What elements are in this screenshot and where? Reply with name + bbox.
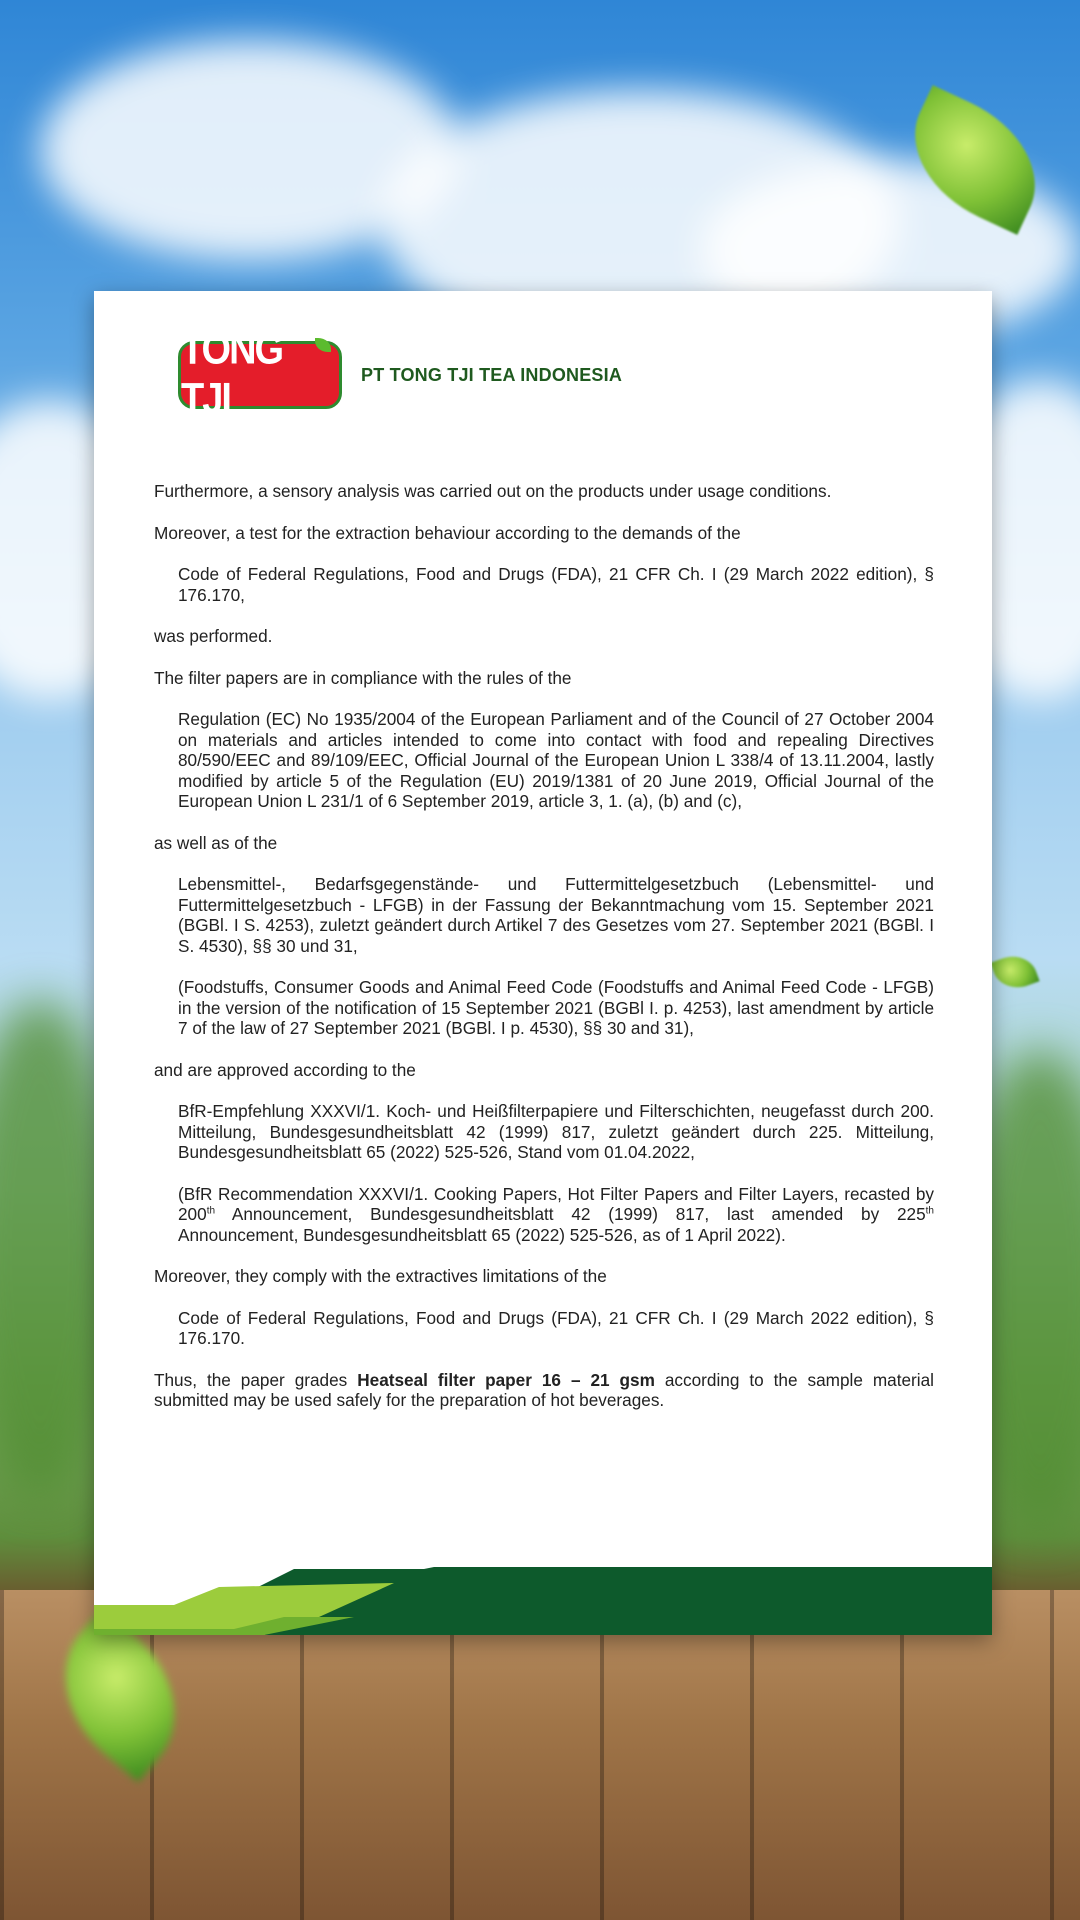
- leaf-icon: [990, 949, 1039, 995]
- logo-wordmark: TONG TJI: [181, 325, 283, 424]
- product-grade: Heatseal filter paper 16 – 21 gsm: [357, 1369, 655, 1390]
- superscript: th: [925, 1205, 934, 1217]
- citation-paragraph: Lebensmittel-, Bedarfsgegenstände- und Futtermittelgesetzbuch (Lebensmittel- und Futtermittelgesetzbuch - LFGB) in der Fassung der Bekanntmachung vom 15. September 2021 (BGBl. I S. 4253), zuletzt geändert durch Artikel 7 des Gesetzes vom 27. September 2021 (BGBl. I S. 4530), §§ 30 und 31,: [178, 874, 934, 956]
- text-segment: (BfR Recommendation XXXVI/1. Cooking Papers, Hot Filter Papers and Filter Layers, recasted by 200: [178, 1183, 934, 1224]
- footer-band: [94, 1545, 992, 1635]
- paragraph: and are approved according to the: [154, 1059, 416, 1080]
- tong-tji-logo: [178, 325, 342, 424]
- text-segment: Announcement, Bundesgesundheitsblatt 42 (1999) 817, last amended by 225: [215, 1204, 926, 1224]
- paragraph: Moreover, they comply with the extractives limitations of the: [154, 1266, 607, 1286]
- citation-paragraph: BfR-Empfehlung XXXVI/1. Koch- und Heißfilterpapiere und Filterschichten, neugefasst durch 200. Mitteilung, Bundesgesundheitsblatt 42 (1999) 817, zuletzt geändert durch 225. Mitteilung, Bundesgesundheitsblatt 65 (2022) 525-526, Stand vom 01.04.2022,: [178, 1101, 934, 1162]
- paragraph: The filter papers are in compliance with the rules of the: [154, 667, 572, 688]
- company-name: PT TONG TJI TEA INDONESIA: [361, 365, 623, 385]
- citation-paragraph: Regulation (EC) No 1935/2004 of the European Parliament and of the Council of 27 October 2004 on materials and articles intended to come into contact with food and repealing Directives 80/590/EEC and 89/109/EEC, Official Journal of the European Union L 338/4 of 13.11.2004, lastly modified by article 5 of the Regulation (EU) 2019/1381 of 20 June 2019, Official Journal of the European Union L 231/1 of 6 September 2019, article 3, 1. (a), (b) and (c),: [178, 709, 934, 811]
- citation-paragraph: [178, 1184, 934, 1246]
- text-segment: Thus, the paper grades: [154, 1369, 358, 1390]
- wooden-floor: [0, 1590, 1080, 1920]
- citation-paragraph: Code of Federal Regulations, Food and Drugs (FDA), 21 CFR Ch. I (29 March 2022 edition), § 176.170.: [178, 1307, 934, 1348]
- certificate-letter: [94, 291, 992, 1635]
- letter-body: [154, 481, 934, 1432]
- paragraph: Moreover, a test for the extraction behaviour according to the demands of the: [154, 522, 741, 543]
- text-segment: Announcement, Bundesgesundheitsblatt 65 (2022) 525-526, as of 1 April 2022).: [178, 1224, 786, 1245]
- paragraph: as well as of the: [154, 832, 278, 853]
- superscript: th: [206, 1205, 216, 1217]
- conclusion-paragraph: [154, 1370, 934, 1411]
- paragraph: Furthermore, a sensory analysis was carried out on the products under usage conditions.: [154, 481, 832, 501]
- citation-paragraph: Code of Federal Regulations, Food and Drugs (FDA), 21 CFR Ch. I (29 March 2022 edition), § 176.170,: [178, 564, 934, 605]
- citation-paragraph: (Foodstuffs, Consumer Goods and Animal Feed Code (Foodstuffs and Animal Feed Code - LFGB) in the version of the notification of 15 September 2021 (BGBl I. p. 4253), last amendment by article 7 of the law of 27 September 2021 (BGBl. I p. 4530), §§ 30 and 31),: [178, 977, 934, 1038]
- paragraph: was performed.: [154, 626, 273, 646]
- text-segment: according to the sample material submitted may be used safely for the preparation of hot beverages.: [154, 1369, 934, 1410]
